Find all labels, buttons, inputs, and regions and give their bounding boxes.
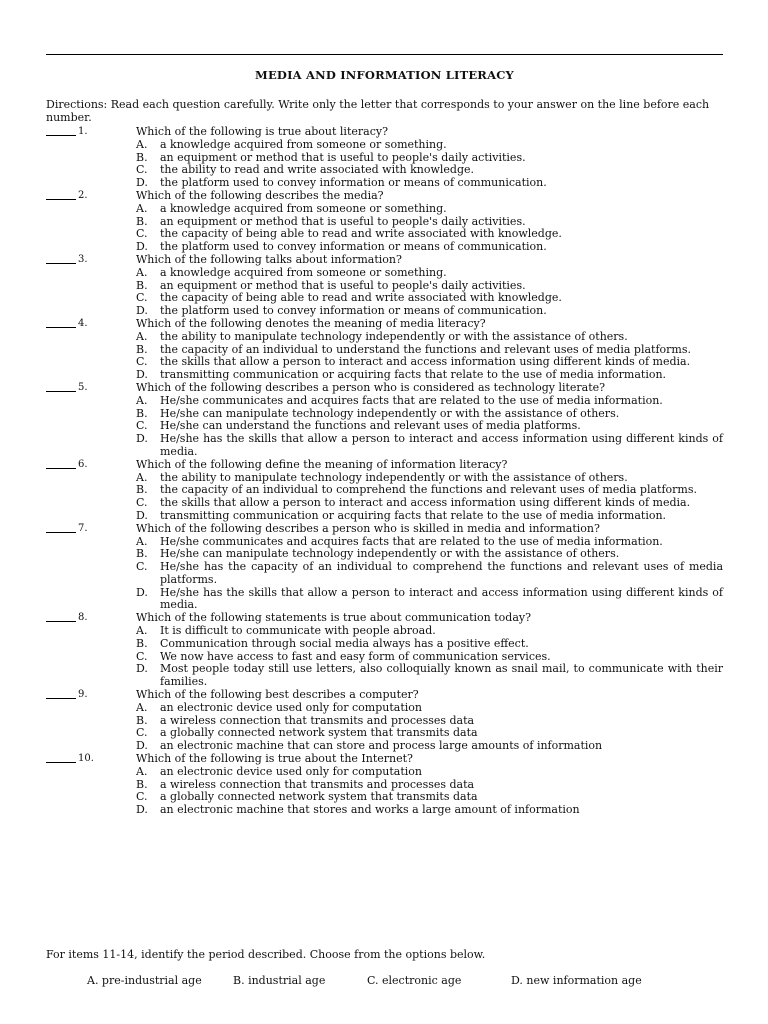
question-text: Which of the following talks about information? xyxy=(136,252,402,266)
option-text: the capacity of an individual to understand the functions and relevant uses of media platforms. xyxy=(160,342,691,356)
option-text: the skills that allow a person to interact and access information using different kinds of media. xyxy=(160,355,691,369)
question-header xyxy=(46,753,723,766)
answer-blank[interactable] xyxy=(46,753,76,763)
answer-option xyxy=(136,267,723,280)
answer-blank[interactable] xyxy=(46,190,76,200)
option-text: an electronic machine that can store and process large amounts of information xyxy=(160,739,603,753)
answer-option xyxy=(136,395,723,408)
option-letter: A. xyxy=(136,470,148,484)
question-header xyxy=(46,126,723,139)
answer-blank[interactable] xyxy=(46,382,76,392)
question-block xyxy=(46,523,723,613)
option-text: the platform used to convey information or means of communication. xyxy=(160,304,547,318)
question-block xyxy=(46,318,723,382)
option-letter: C. xyxy=(136,227,148,241)
answer-option xyxy=(136,625,723,638)
option-text: a knowledge acquired from someone or something. xyxy=(160,265,447,279)
answer-option xyxy=(136,139,723,152)
option-text: the capacity of being able to read and write associated with knowledge. xyxy=(160,227,562,241)
answer-option xyxy=(136,497,723,510)
question-number: 7. xyxy=(78,522,88,534)
question-header xyxy=(46,689,723,702)
question-block xyxy=(46,190,723,254)
option-text: transmitting communication or acquiring facts that relate to the use of media information. xyxy=(160,368,667,382)
question-block xyxy=(46,459,723,523)
option-text: Most people today still use letters, also colloquially known as snail mail, to communicate with their families. xyxy=(160,662,723,689)
option-text: an electronic device used only for computation xyxy=(160,700,422,714)
option-text: a knowledge acquired from someone or something. xyxy=(160,201,447,215)
option-letter: B. xyxy=(136,214,148,228)
answer-option xyxy=(136,663,723,689)
option-letter: D. xyxy=(136,368,148,382)
question-text: Which of the following describes a person who is skilled in media and information? xyxy=(136,521,600,535)
option-letter: D. xyxy=(136,176,148,190)
question-header xyxy=(46,190,723,203)
option-letter: A. xyxy=(136,700,148,714)
option-letter: A. xyxy=(136,393,148,407)
option-text: an equipment or method that is useful to people's daily activities. xyxy=(160,278,526,292)
option-text: He/she can manipulate technology independently or with the assistance of others. xyxy=(160,406,620,420)
question-number: 10. xyxy=(78,753,94,765)
option-text: an equipment or method that is useful to people's daily activities. xyxy=(160,150,526,164)
option-letter: C. xyxy=(136,419,148,433)
answer-blank[interactable] xyxy=(46,126,76,136)
answer-option xyxy=(136,203,723,216)
option-text: He/she can manipulate technology independently or with the assistance of others. xyxy=(160,547,620,561)
option-letter: B. xyxy=(136,278,148,292)
option-letter: D. xyxy=(136,508,148,522)
option-text: an electronic machine that stores and works a large amount of information xyxy=(160,803,580,817)
option-letter: B. xyxy=(136,547,148,561)
items-note: For items 11-14, identify the period described. Choose from the options below. xyxy=(46,948,486,961)
question-text: Which of the following define the meaning of information literacy? xyxy=(136,457,508,471)
answer-option xyxy=(136,433,723,459)
option-text: He/she communicates and acquires facts that are related to the use of media information. xyxy=(160,534,663,548)
option-letter: A. xyxy=(136,329,148,343)
question-header xyxy=(46,459,723,472)
period-choice: C. electronic age xyxy=(367,973,462,987)
question-number: 3. xyxy=(78,253,88,265)
option-letter: D. xyxy=(136,739,148,753)
top-rule xyxy=(46,54,723,55)
option-text: He/she has the capacity of an individual to comprehend the functions and relevant uses of media platforms. xyxy=(160,560,723,586)
option-letter: A. xyxy=(136,624,148,638)
option-letter: C. xyxy=(136,355,148,369)
answer-blank[interactable] xyxy=(46,612,76,622)
option-letter: A. xyxy=(136,201,148,215)
option-letter: B. xyxy=(136,406,148,420)
option-text: a wireless connection that transmits and processes data xyxy=(160,777,475,791)
option-text: the ability to manipulate technology independently or with the assistance of others. xyxy=(160,470,628,484)
option-text: He/she has the skills that allow a person to interact and access information using different kinds of media. xyxy=(160,432,723,458)
question-text: Which of the following describes the media? xyxy=(136,188,384,202)
question-header xyxy=(46,254,723,267)
option-letter: B. xyxy=(136,777,148,791)
option-letter: C. xyxy=(136,496,148,510)
option-text: He/she communicates and acquires facts that are related to the use of media information. xyxy=(160,393,663,407)
question-text: Which of the following best describes a computer? xyxy=(136,688,419,702)
option-letter: C. xyxy=(136,291,148,305)
option-letter: C. xyxy=(136,726,148,740)
option-letter: D. xyxy=(136,803,148,817)
option-text: We now have access to fast and easy form of communication services. xyxy=(160,649,551,663)
question-block xyxy=(46,382,723,459)
question-number: 1. xyxy=(78,126,88,137)
directions-text: Directions: Read each question carefully. Write only the letter that corresponds to your answer on the line before each number. xyxy=(46,98,710,124)
option-letter: B. xyxy=(136,636,148,650)
answer-blank[interactable] xyxy=(46,523,76,533)
option-text: a globally connected network system that transmits data xyxy=(160,726,478,740)
question-block xyxy=(46,689,723,753)
option-text: He/she has the skills that allow a person to interact and access information using different kinds of media. xyxy=(160,585,723,612)
option-letter: B. xyxy=(136,150,148,164)
option-letter: B. xyxy=(136,483,148,497)
option-text: an equipment or method that is useful to people's daily activities. xyxy=(160,214,526,228)
option-letter: A. xyxy=(136,764,148,778)
option-text: an electronic device used only for computation xyxy=(160,764,422,778)
option-letter: C. xyxy=(136,163,148,177)
option-text: It is difficult to communicate with people abroad. xyxy=(160,624,436,638)
option-text: a knowledge acquired from someone or something. xyxy=(160,137,447,151)
answer-blank[interactable] xyxy=(46,689,76,699)
answer-option xyxy=(136,766,723,779)
question-text: Which of the following describes a person who is considered as technology literate? xyxy=(136,380,606,394)
option-text: the ability to manipulate technology independently or with the assistance of others. xyxy=(160,329,628,343)
option-text: Communication through social media always has a positive effect. xyxy=(160,636,529,650)
question-text: Which of the following denotes the meaning of media literacy? xyxy=(136,316,486,330)
option-letter: C. xyxy=(136,649,148,663)
answer-blank[interactable] xyxy=(46,318,76,328)
worksheet-title: MEDIA AND INFORMATION LITERACY xyxy=(255,68,514,82)
option-letter: D. xyxy=(136,304,148,318)
question-number: 5. xyxy=(78,381,88,393)
option-text: the platform used to convey information or means of communication. xyxy=(160,176,547,190)
question-list xyxy=(46,126,723,817)
answer-blank[interactable] xyxy=(46,459,76,469)
option-text: the capacity of an individual to comprehend the functions and relevant uses of media platforms. xyxy=(160,483,697,497)
option-letter: A. xyxy=(136,137,148,151)
question-block xyxy=(46,254,723,318)
option-text: the skills that allow a person to interact and access information using different kinds of media. xyxy=(160,496,691,510)
period-choice: A. pre-industrial age xyxy=(87,973,202,987)
question-text: Which of the following is true about literacy? xyxy=(136,125,388,138)
answer-option xyxy=(136,561,723,587)
question-header xyxy=(46,382,723,395)
option-text: the platform used to convey information or means of communication. xyxy=(160,240,547,254)
option-letter: A. xyxy=(136,265,148,279)
option-letter: D. xyxy=(136,240,148,254)
option-letter: D. xyxy=(136,662,148,676)
answer-option xyxy=(136,638,723,651)
period-choice: B. industrial age xyxy=(233,973,326,987)
option-letter: A. xyxy=(136,534,148,548)
question-number: 9. xyxy=(78,689,88,701)
question-text: Which of the following is true about the Internet? xyxy=(136,752,413,766)
answer-option xyxy=(136,331,723,344)
option-text: transmitting communication or acquiring facts that relate to the use of media information. xyxy=(160,508,667,522)
option-text: the capacity of being able to read and write associated with knowledge. xyxy=(160,291,562,305)
option-letter: D. xyxy=(136,585,148,599)
option-letter: C. xyxy=(136,560,148,574)
option-letter: B. xyxy=(136,713,148,727)
question-block xyxy=(46,126,723,190)
question-number: 2. xyxy=(78,189,88,201)
answer-option xyxy=(136,587,723,613)
question-number: 8. xyxy=(78,612,88,624)
option-text: the ability to read and write associated with knowledge. xyxy=(160,163,475,177)
question-number: 4. xyxy=(78,317,88,329)
question-header xyxy=(46,523,723,536)
option-text: a wireless connection that transmits and processes data xyxy=(160,713,475,727)
question-block xyxy=(46,753,723,817)
answer-option xyxy=(136,702,723,715)
question-number: 6. xyxy=(78,458,88,470)
option-letter: C. xyxy=(136,790,148,804)
question-text: Which of the following statements is true about communication today? xyxy=(136,611,532,625)
answer-blank[interactable] xyxy=(46,254,76,264)
answer-option xyxy=(136,510,723,523)
question-block xyxy=(46,612,723,689)
period-choice: D. new information age xyxy=(511,973,642,987)
option-text: a globally connected network system that transmits data xyxy=(160,790,478,804)
period-choices xyxy=(80,962,720,988)
option-letter: D. xyxy=(136,432,148,446)
option-text: He/she can understand the functions and relevant uses of media platforms. xyxy=(160,419,581,433)
question-header xyxy=(46,318,723,331)
option-letter: B. xyxy=(136,342,148,356)
answer-option xyxy=(136,804,723,817)
